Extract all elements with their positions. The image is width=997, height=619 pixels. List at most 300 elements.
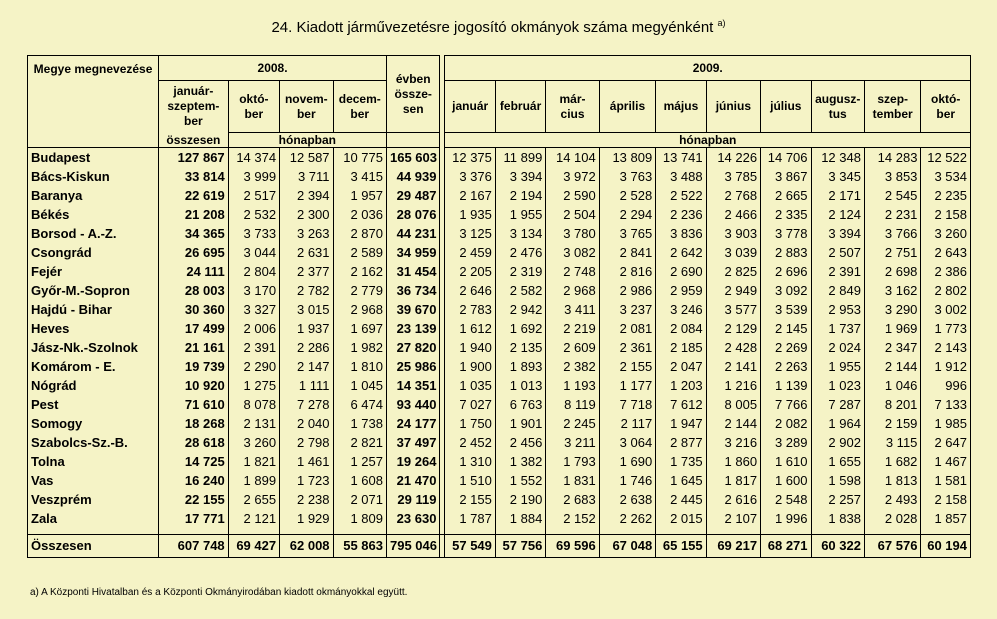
okt-2008-cell: 14 374 bbox=[228, 148, 279, 168]
year-total-cell: 28 076 bbox=[387, 205, 440, 224]
month-2009-cell: 3 115 bbox=[864, 433, 920, 452]
year-total-cell: 44 231 bbox=[387, 224, 440, 243]
nov-2008-cell: 3 015 bbox=[280, 300, 333, 319]
cumulative-subheader: összesen bbox=[159, 133, 229, 148]
month-2009-cell: 2 231 bbox=[864, 205, 920, 224]
month-2009-cell: 1 612 bbox=[445, 319, 495, 338]
nov-2008-cell: 2 394 bbox=[280, 186, 333, 205]
month-2009-cell: 7 287 bbox=[811, 395, 864, 414]
month-2009-cell: 2 143 bbox=[921, 338, 971, 357]
cumulative-cell: 17 771 bbox=[159, 509, 229, 528]
cumulative-cell: 127 867 bbox=[159, 148, 229, 168]
month-2009-cell: 2 507 bbox=[811, 243, 864, 262]
county-name-cell: Szabolcs-Sz.-B. bbox=[28, 433, 159, 452]
month-header-2009: május bbox=[656, 81, 706, 133]
month-2009-cell: 2 698 bbox=[864, 262, 920, 281]
county-name-cell: Baranya bbox=[28, 186, 159, 205]
dec-2008-cell: 1 697 bbox=[333, 319, 386, 338]
month-2009-cell: 2 768 bbox=[706, 186, 760, 205]
month-2009-cell: 2 493 bbox=[864, 490, 920, 509]
table-row bbox=[28, 357, 971, 376]
month-header-2009: június bbox=[706, 81, 760, 133]
table-row bbox=[28, 414, 971, 433]
month-2009-cell: 8 119 bbox=[546, 395, 599, 414]
month-2009-cell: 12 375 bbox=[445, 148, 495, 168]
table-row bbox=[28, 395, 971, 414]
month-2009-cell: 1 552 bbox=[495, 471, 545, 490]
month-2009-cell: 69 596 bbox=[546, 535, 599, 558]
county-name-cell: Összesen bbox=[28, 535, 159, 558]
month-2009-cell: 2 081 bbox=[599, 319, 655, 338]
cumulative-cell: 26 695 bbox=[159, 243, 229, 262]
footnote: a) A Központi Hivatalban és a Központi Okmányirodában kiadott okmányokkal együtt. bbox=[30, 587, 408, 598]
month-2009-cell: 57 756 bbox=[495, 535, 545, 558]
nov-2008-cell: 1 723 bbox=[280, 471, 333, 490]
county-name-cell: Budapest bbox=[28, 148, 159, 168]
month-2009-cell: 2 825 bbox=[706, 262, 760, 281]
okt-2008-cell: 2 006 bbox=[228, 319, 279, 338]
month-2009-cell: 1 935 bbox=[445, 205, 495, 224]
dec-2008-cell: 2 071 bbox=[333, 490, 386, 509]
month-2009-cell: 14 104 bbox=[546, 148, 599, 168]
month-2009-cell: 2 028 bbox=[864, 509, 920, 528]
okt-2008-cell: 3 260 bbox=[228, 433, 279, 452]
month-2009-cell: 2 877 bbox=[656, 433, 706, 452]
month-2009-cell: 3 836 bbox=[656, 224, 706, 243]
month-2009-cell: 2 361 bbox=[599, 338, 655, 357]
monthly-unit-2009: hónapban bbox=[445, 133, 971, 148]
title-footnote-marker: a) bbox=[717, 18, 726, 28]
cumulative-cell: 71 610 bbox=[159, 395, 229, 414]
table-row bbox=[28, 300, 971, 319]
month-2009-cell: 2 968 bbox=[546, 281, 599, 300]
county-name-cell: Pest bbox=[28, 395, 159, 414]
month-2009-cell: 1 203 bbox=[656, 376, 706, 395]
month-2009-cell: 3 039 bbox=[706, 243, 760, 262]
county-name-cell: Jász-Nk.-Szolnok bbox=[28, 338, 159, 357]
month-2009-cell: 2 347 bbox=[864, 338, 920, 357]
month-2009-cell: 3 376 bbox=[445, 167, 495, 186]
month-2009-cell: 2 155 bbox=[445, 490, 495, 509]
month-2009-cell: 2 152 bbox=[546, 509, 599, 528]
month-2009-cell: 7 027 bbox=[445, 395, 495, 414]
dec-2008-cell: 1 809 bbox=[333, 509, 386, 528]
month-2009-cell: 3 211 bbox=[546, 433, 599, 452]
year-total-label: évben össze-sen bbox=[394, 71, 432, 116]
dec-2008-cell: 2 162 bbox=[333, 262, 386, 281]
month-2009-cell: 2 616 bbox=[706, 490, 760, 509]
okt-2008-cell: 2 532 bbox=[228, 205, 279, 224]
month-2009-cell: 1 750 bbox=[445, 414, 495, 433]
okt-2008-cell: 2 655 bbox=[228, 490, 279, 509]
month-2009-cell: 3 260 bbox=[921, 224, 971, 243]
month-2009-cell: 2 144 bbox=[864, 357, 920, 376]
month-2009-cell: 3 290 bbox=[864, 300, 920, 319]
year-total-cell: 19 264 bbox=[387, 452, 440, 471]
county-name-cell: Bács-Kiskun bbox=[28, 167, 159, 186]
month-2009-cell: 3 394 bbox=[811, 224, 864, 243]
okt-2008-cell: 3 999 bbox=[228, 167, 279, 186]
month-2009-cell: 2 015 bbox=[656, 509, 706, 528]
month-2009-cell: 7 718 bbox=[599, 395, 655, 414]
month-2009-cell: 1 912 bbox=[921, 357, 971, 376]
dec-2008-header: decem-ber bbox=[333, 81, 386, 133]
month-2009-cell: 1 735 bbox=[656, 452, 706, 471]
cumulative-cell: 28 618 bbox=[159, 433, 229, 452]
month-2009-cell: 2 124 bbox=[811, 205, 864, 224]
month-2009-cell: 2 683 bbox=[546, 490, 599, 509]
month-2009-cell: 57 549 bbox=[445, 535, 495, 558]
okt-2008-cell: 69 427 bbox=[228, 535, 279, 558]
okt-2008-cell: 2 131 bbox=[228, 414, 279, 433]
okt-2008-cell: 2 804 bbox=[228, 262, 279, 281]
month-2009-cell: 11 899 bbox=[495, 148, 545, 168]
county-name-cell: Fejér bbox=[28, 262, 159, 281]
month-2009-cell: 1 787 bbox=[445, 509, 495, 528]
county-name-cell: Komárom - E. bbox=[28, 357, 159, 376]
month-2009-cell: 2 548 bbox=[761, 490, 811, 509]
month-2009-cell: 13 741 bbox=[656, 148, 706, 168]
month-2009-cell: 2 185 bbox=[656, 338, 706, 357]
month-2009-cell: 3 134 bbox=[495, 224, 545, 243]
okt-2008-cell: 2 290 bbox=[228, 357, 279, 376]
month-2009-cell: 6 763 bbox=[495, 395, 545, 414]
cumulative-cell: 16 240 bbox=[159, 471, 229, 490]
month-2009-cell: 2 382 bbox=[546, 357, 599, 376]
county-name-cell: Győr-M.-Sopron bbox=[28, 281, 159, 300]
cumulative-cell: 24 111 bbox=[159, 262, 229, 281]
month-2009-cell: 1 900 bbox=[445, 357, 495, 376]
dec-2008-cell: 1 810 bbox=[333, 357, 386, 376]
month-2009-cell: 3 162 bbox=[864, 281, 920, 300]
month-2009-cell: 2 084 bbox=[656, 319, 706, 338]
month-2009-cell: 1 813 bbox=[864, 471, 920, 490]
month-2009-cell: 1 893 bbox=[495, 357, 545, 376]
month-2009-cell: 1 193 bbox=[546, 376, 599, 395]
okt-2008-cell: 3 170 bbox=[228, 281, 279, 300]
month-2009-cell: 1 645 bbox=[656, 471, 706, 490]
table-row bbox=[28, 471, 971, 490]
month-2009-cell: 2 665 bbox=[761, 186, 811, 205]
month-2009-cell: 2 190 bbox=[495, 490, 545, 509]
month-2009-cell: 2 219 bbox=[546, 319, 599, 338]
month-2009-cell: 2 590 bbox=[546, 186, 599, 205]
month-2009-cell: 2 504 bbox=[546, 205, 599, 224]
table-row bbox=[28, 319, 971, 338]
month-2009-cell: 2 902 bbox=[811, 433, 864, 452]
month-2009-cell: 2 783 bbox=[445, 300, 495, 319]
month-2009-cell: 1 013 bbox=[495, 376, 545, 395]
dec-2008-cell: 1 608 bbox=[333, 471, 386, 490]
month-2009-cell: 68 271 bbox=[761, 535, 811, 558]
month-2009-cell: 2 269 bbox=[761, 338, 811, 357]
month-2009-cell: 2 205 bbox=[445, 262, 495, 281]
county-name-cell: Veszprém bbox=[28, 490, 159, 509]
month-2009-cell: 2 986 bbox=[599, 281, 655, 300]
month-2009-cell: 2 107 bbox=[706, 509, 760, 528]
year-total-cell: 795 046 bbox=[387, 535, 440, 558]
month-2009-cell: 7 133 bbox=[921, 395, 971, 414]
month-2009-cell: 3 289 bbox=[761, 433, 811, 452]
month-2009-cell: 2 642 bbox=[656, 243, 706, 262]
month-2009-cell: 1 177 bbox=[599, 376, 655, 395]
month-2009-cell: 3 972 bbox=[546, 167, 599, 186]
month-2009-cell: 3 785 bbox=[706, 167, 760, 186]
month-2009-cell: 3 002 bbox=[921, 300, 971, 319]
month-2009-cell: 1 600 bbox=[761, 471, 811, 490]
dec-2008-cell: 2 779 bbox=[333, 281, 386, 300]
dec-2008-cell: 1 257 bbox=[333, 452, 386, 471]
nov-2008-cell: 7 278 bbox=[280, 395, 333, 414]
year-total-cell: 29 119 bbox=[387, 490, 440, 509]
dec-2008-cell: 10 775 bbox=[333, 148, 386, 168]
month-2009-cell: 12 522 bbox=[921, 148, 971, 168]
year-total-cell: 14 351 bbox=[387, 376, 440, 395]
month-2009-cell: 3 778 bbox=[761, 224, 811, 243]
month-2009-cell: 1 382 bbox=[495, 452, 545, 471]
table-row bbox=[28, 186, 971, 205]
month-2009-cell: 2 171 bbox=[811, 186, 864, 205]
year-total-cell: 93 440 bbox=[387, 395, 440, 414]
month-2009-cell: 2 802 bbox=[921, 281, 971, 300]
month-2009-cell: 1 035 bbox=[445, 376, 495, 395]
month-2009-cell: 2 024 bbox=[811, 338, 864, 357]
county-column-label: Megye megnevezése bbox=[33, 62, 153, 76]
cumulative-cell: 22 619 bbox=[159, 186, 229, 205]
table-row bbox=[28, 148, 971, 168]
okt-2008-cell: 2 517 bbox=[228, 186, 279, 205]
month-2009-cell: 3 488 bbox=[656, 167, 706, 186]
month-2009-cell: 69 217 bbox=[706, 535, 760, 558]
month-2009-cell: 2 647 bbox=[921, 433, 971, 452]
dec-2008-cell: 2 968 bbox=[333, 300, 386, 319]
month-2009-cell: 2 167 bbox=[445, 186, 495, 205]
month-2009-cell: 2 883 bbox=[761, 243, 811, 262]
table-row bbox=[28, 281, 971, 300]
table-row bbox=[28, 262, 971, 281]
county-name-cell: Nógrád bbox=[28, 376, 159, 395]
month-2009-cell: 3 237 bbox=[599, 300, 655, 319]
month-header-2009: január bbox=[445, 81, 495, 133]
month-2009-cell: 1 940 bbox=[445, 338, 495, 357]
nov-2008-cell: 2 377 bbox=[280, 262, 333, 281]
table-row bbox=[28, 452, 971, 471]
table-row bbox=[28, 338, 971, 357]
month-2009-cell: 1 310 bbox=[445, 452, 495, 471]
month-2009-cell: 67 576 bbox=[864, 535, 920, 558]
license-table bbox=[27, 55, 971, 558]
month-2009-cell: 2 144 bbox=[706, 414, 760, 433]
month-2009-cell: 2 445 bbox=[656, 490, 706, 509]
month-2009-cell: 2 141 bbox=[706, 357, 760, 376]
month-2009-cell: 2 117 bbox=[599, 414, 655, 433]
dec-2008-cell: 2 589 bbox=[333, 243, 386, 262]
year-2009-header: 2009. bbox=[445, 56, 971, 81]
month-2009-cell: 2 696 bbox=[761, 262, 811, 281]
month-2009-cell: 2 319 bbox=[495, 262, 545, 281]
month-2009-cell: 2 335 bbox=[761, 205, 811, 224]
month-2009-cell: 3 092 bbox=[761, 281, 811, 300]
month-2009-cell: 2 235 bbox=[921, 186, 971, 205]
nov-2008-cell: 1 111 bbox=[280, 376, 333, 395]
month-2009-cell: 2 638 bbox=[599, 490, 655, 509]
month-2009-cell: 2 466 bbox=[706, 205, 760, 224]
year-total-subheader bbox=[387, 133, 440, 148]
month-2009-cell: 3 763 bbox=[599, 167, 655, 186]
month-2009-cell: 2 646 bbox=[445, 281, 495, 300]
month-2009-cell: 3 411 bbox=[546, 300, 599, 319]
nov-2008-cell: 1 461 bbox=[280, 452, 333, 471]
month-header-2009: április bbox=[599, 81, 655, 133]
month-2009-cell: 1 467 bbox=[921, 452, 971, 471]
month-2009-cell: 2 748 bbox=[546, 262, 599, 281]
county-name-cell: Heves bbox=[28, 319, 159, 338]
dec-2008-cell: 3 415 bbox=[333, 167, 386, 186]
month-2009-cell: 3 577 bbox=[706, 300, 760, 319]
cumulative-cell: 34 365 bbox=[159, 224, 229, 243]
dec-2008-cell: 1 738 bbox=[333, 414, 386, 433]
month-2009-cell: 1 692 bbox=[495, 319, 545, 338]
cumulative-cell: 17 499 bbox=[159, 319, 229, 338]
month-header-2009: február bbox=[495, 81, 545, 133]
dec-2008-cell: 2 821 bbox=[333, 433, 386, 452]
year-total-header bbox=[387, 56, 440, 133]
month-header-2009: augusz-tus bbox=[811, 81, 864, 133]
month-2009-cell: 2 294 bbox=[599, 205, 655, 224]
month-2009-cell: 1 817 bbox=[706, 471, 760, 490]
table-row bbox=[28, 205, 971, 224]
year-total-cell: 39 670 bbox=[387, 300, 440, 319]
year-total-cell: 27 820 bbox=[387, 338, 440, 357]
month-2009-cell: 1 985 bbox=[921, 414, 971, 433]
nov-2008-cell: 62 008 bbox=[280, 535, 333, 558]
month-2009-cell: 2 428 bbox=[706, 338, 760, 357]
nov-2008-cell: 2 300 bbox=[280, 205, 333, 224]
month-2009-cell: 12 348 bbox=[811, 148, 864, 168]
cumulative-cell: 18 268 bbox=[159, 414, 229, 433]
month-2009-cell: 2 158 bbox=[921, 205, 971, 224]
county-name-cell: Zala bbox=[28, 509, 159, 528]
month-2009-cell: 3 765 bbox=[599, 224, 655, 243]
okt-2008-cell: 3 044 bbox=[228, 243, 279, 262]
month-2009-cell: 1 947 bbox=[656, 414, 706, 433]
month-2009-cell: 3 853 bbox=[864, 167, 920, 186]
nov-2008-cell: 2 631 bbox=[280, 243, 333, 262]
month-2009-cell: 1 955 bbox=[811, 357, 864, 376]
year-total-cell: 21 470 bbox=[387, 471, 440, 490]
month-2009-cell: 2 643 bbox=[921, 243, 971, 262]
table-row bbox=[28, 376, 971, 395]
month-2009-cell: 3 345 bbox=[811, 167, 864, 186]
month-2009-cell: 1 690 bbox=[599, 452, 655, 471]
nov-2008-cell: 1 929 bbox=[280, 509, 333, 528]
okt-2008-cell: 2 391 bbox=[228, 338, 279, 357]
okt-2008-cell: 1 899 bbox=[228, 471, 279, 490]
month-2009-cell: 2 528 bbox=[599, 186, 655, 205]
year-total-cell: 25 986 bbox=[387, 357, 440, 376]
dec-2008-cell: 1 957 bbox=[333, 186, 386, 205]
month-2009-cell: 1 831 bbox=[546, 471, 599, 490]
cumulative-cell: 33 814 bbox=[159, 167, 229, 186]
total-row bbox=[28, 535, 971, 558]
okt-2008-cell: 8 078 bbox=[228, 395, 279, 414]
month-2009-cell: 1 737 bbox=[811, 319, 864, 338]
cumulative-cell: 22 155 bbox=[159, 490, 229, 509]
month-2009-cell: 1 746 bbox=[599, 471, 655, 490]
county-name-cell: Tolna bbox=[28, 452, 159, 471]
month-2009-cell: 1 901 bbox=[495, 414, 545, 433]
month-2009-cell: 1 964 bbox=[811, 414, 864, 433]
month-2009-cell: 1 682 bbox=[864, 452, 920, 471]
month-2009-cell: 13 809 bbox=[599, 148, 655, 168]
month-header-2009: októ-ber bbox=[921, 81, 971, 133]
month-2009-cell: 1 996 bbox=[761, 509, 811, 528]
year-total-cell: 37 497 bbox=[387, 433, 440, 452]
nov-2008-cell: 3 711 bbox=[280, 167, 333, 186]
cumulative-cell: 21 161 bbox=[159, 338, 229, 357]
nov-2008-cell: 2 238 bbox=[280, 490, 333, 509]
month-2009-cell: 14 706 bbox=[761, 148, 811, 168]
month-2009-cell: 2 942 bbox=[495, 300, 545, 319]
cumulative-cell: 10 920 bbox=[159, 376, 229, 395]
nov-2008-cell: 2 782 bbox=[280, 281, 333, 300]
table-row bbox=[28, 243, 971, 262]
table-row bbox=[28, 490, 971, 509]
month-2009-cell: 2 135 bbox=[495, 338, 545, 357]
month-2009-cell: 2 609 bbox=[546, 338, 599, 357]
month-2009-cell: 2 159 bbox=[864, 414, 920, 433]
year-total-cell: 24 177 bbox=[387, 414, 440, 433]
okt-2008-cell: 1 275 bbox=[228, 376, 279, 395]
year-total-cell: 31 454 bbox=[387, 262, 440, 281]
month-2009-cell: 2 158 bbox=[921, 490, 971, 509]
month-2009-cell: 2 690 bbox=[656, 262, 706, 281]
okt-2008-cell: 3 733 bbox=[228, 224, 279, 243]
cumulative-cell: 14 725 bbox=[159, 452, 229, 471]
month-2009-cell: 7 766 bbox=[761, 395, 811, 414]
table-title-text: 24. Kiadott járművezetésre jogosító okmányok száma megyénként bbox=[271, 19, 714, 36]
month-2009-cell: 2 262 bbox=[599, 509, 655, 528]
month-2009-cell: 2 047 bbox=[656, 357, 706, 376]
year-total-cell: 44 939 bbox=[387, 167, 440, 186]
nov-2008-cell: 12 587 bbox=[280, 148, 333, 168]
month-2009-cell: 8 201 bbox=[864, 395, 920, 414]
nov-2008-cell: 2 147 bbox=[280, 357, 333, 376]
month-2009-cell: 2 582 bbox=[495, 281, 545, 300]
month-2009-cell: 2 953 bbox=[811, 300, 864, 319]
month-2009-cell: 3 082 bbox=[546, 243, 599, 262]
year-total-cell: 23 630 bbox=[387, 509, 440, 528]
month-2009-cell: 3 766 bbox=[864, 224, 920, 243]
county-name-cell: Vas bbox=[28, 471, 159, 490]
table-title bbox=[0, 18, 997, 36]
cumulative-cell: 19 739 bbox=[159, 357, 229, 376]
month-2009-cell: 2 155 bbox=[599, 357, 655, 376]
nov-2008-cell: 2 798 bbox=[280, 433, 333, 452]
month-2009-cell: 2 452 bbox=[445, 433, 495, 452]
county-name-cell: Hajdú - Bihar bbox=[28, 300, 159, 319]
dec-2008-cell: 1 045 bbox=[333, 376, 386, 395]
month-header-2009: szep-tember bbox=[864, 81, 920, 133]
month-2009-cell: 3 780 bbox=[546, 224, 599, 243]
month-2009-cell: 1 838 bbox=[811, 509, 864, 528]
month-2009-cell: 2 522 bbox=[656, 186, 706, 205]
month-2009-cell: 996 bbox=[921, 376, 971, 395]
dec-2008-cell: 2 036 bbox=[333, 205, 386, 224]
month-2009-cell: 1 773 bbox=[921, 319, 971, 338]
table-row bbox=[28, 509, 971, 528]
month-2009-cell: 2 082 bbox=[761, 414, 811, 433]
